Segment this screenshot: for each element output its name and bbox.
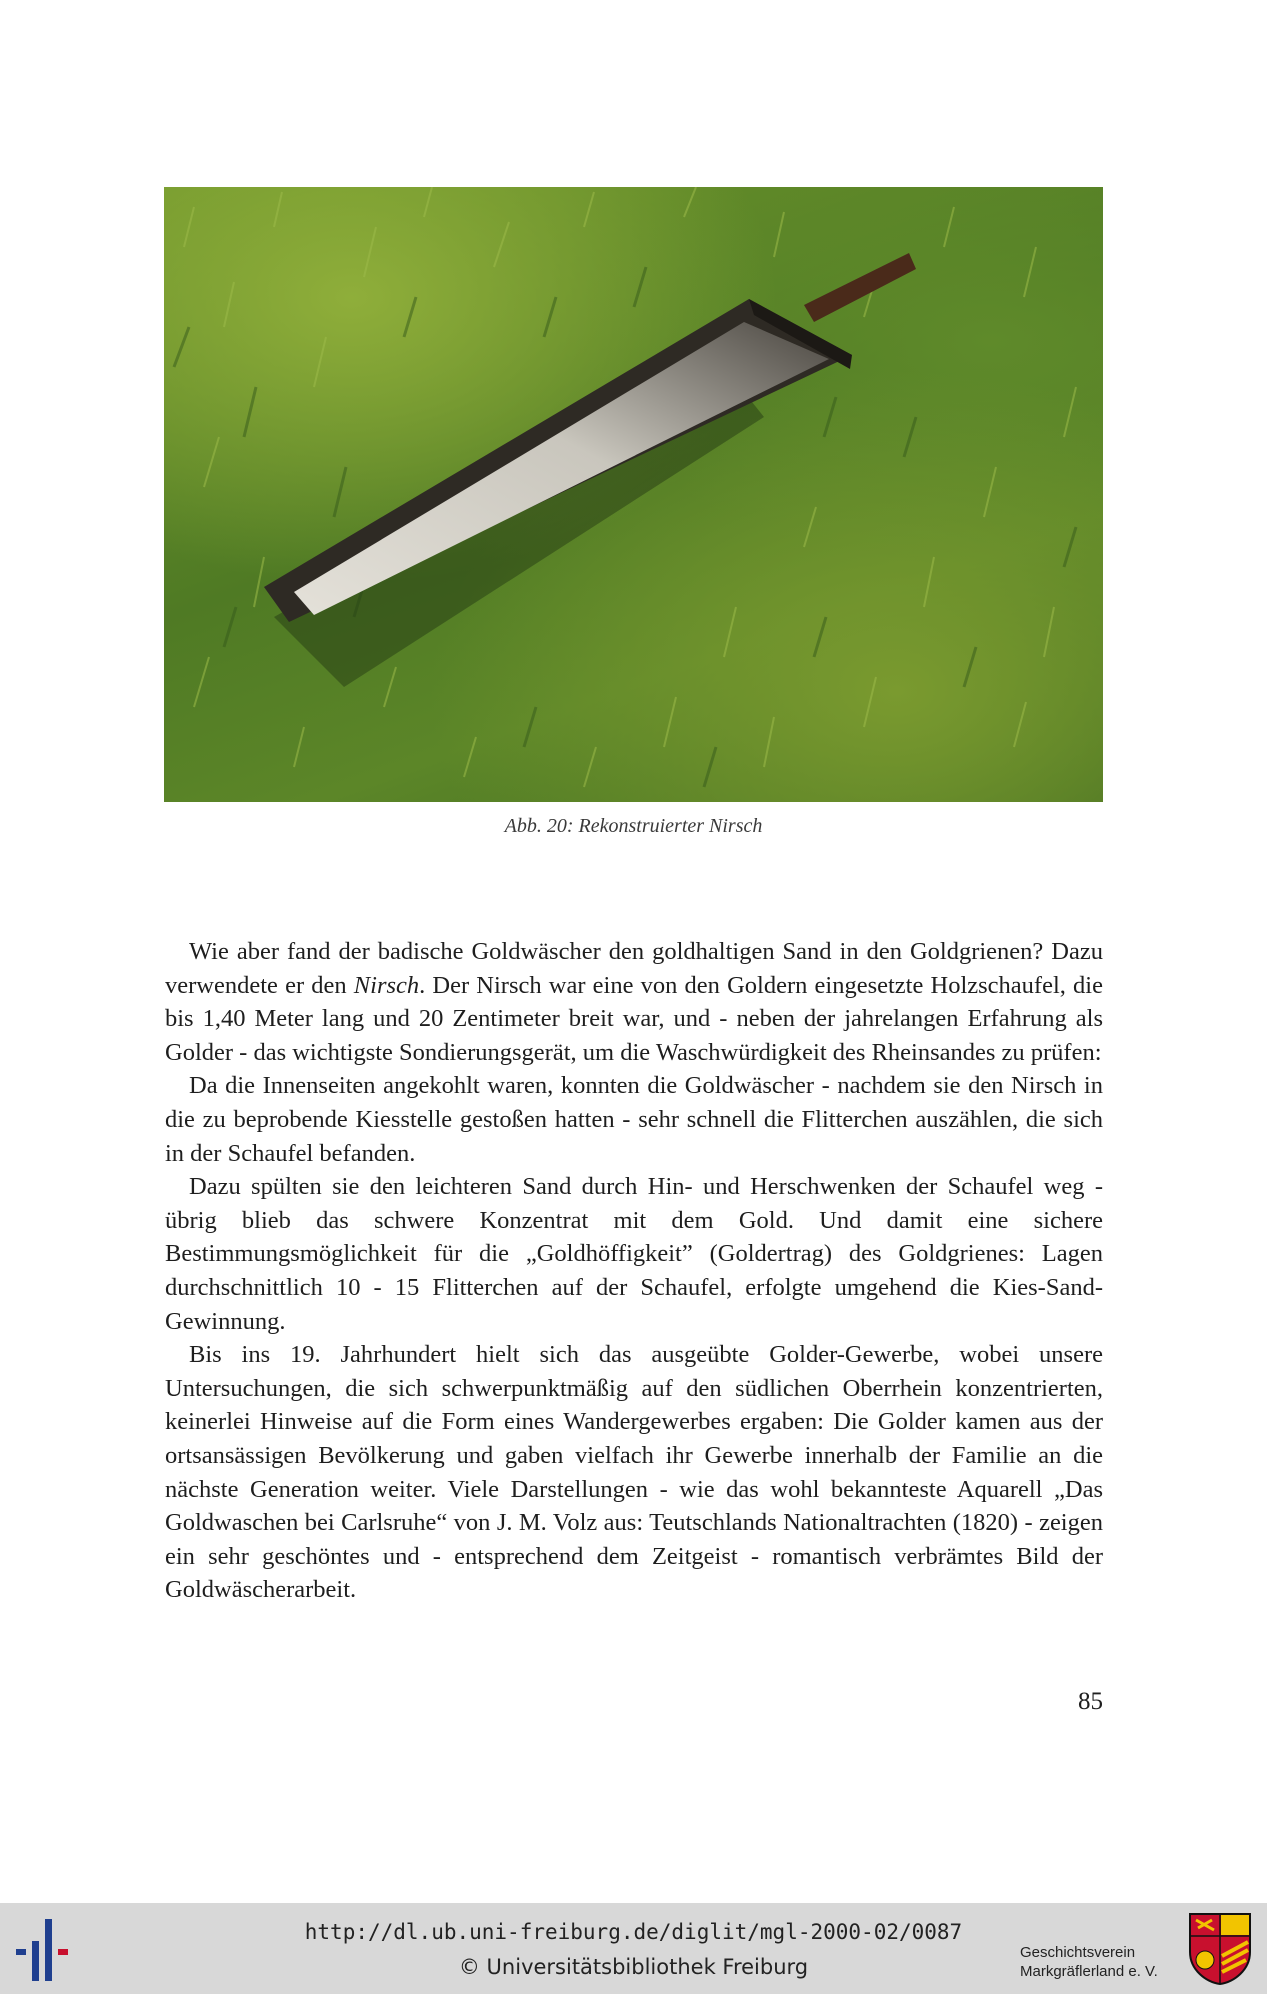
footer-bar — [0, 1903, 1267, 1994]
nirsch-sand — [294, 322, 829, 615]
coat-of-arms-icon — [1188, 1912, 1252, 1986]
paragraph: Wie aber fand der badische Goldwäscher den goldhaltigen Sand in den Goldgrienen? Dazu verwendete er den Nirsch. Der Nirsch war eine von den Goldern eingesetzte Holzschaufel, die bis 1,40 Meter lang und 20 Zentimeter breit war, und - neben der jahrelangen Erfahrung als Golder - das wichtigste Sondierungsgerät, um die Waschwürdigkeit des Rheinsandes zu prüfen: — [165, 938, 1103, 1066]
footer-url-link[interactable]: http://dl.ub.uni-freiburg.de/diglit/mgl-2000-02/0087 — [304, 1920, 963, 1944]
paragraph: Bis ins 19. Jahrhundert hielt sich das ausgeübte Golder-Gewerbe, wobei unsere Untersuchungen, die sich schwerpunktmäßig auf den südlichen Oberrhein konzentrierten, keinerlei Hinweise auf die Form eines Wandergewerbes ergaben: Die Golder kamen aus der ortsansässigen Bevölkerung und gaben vielfach ihr Gewerbe innerhalb der Familie an die nächste Generation weiter. Viele Darstellungen - wie das wohl bekannteste Aquarell „Das Goldwaschen bei Carlsruhe“ von J. M. Volz aus: Teutschlands Nationaltrachten (1820) - zeigen ein sehr geschöntes und - entsprechend dem Zeitgeist - romantisch verbrämtes Bild der Goldwäscherarbeit. — [165, 1341, 1103, 1604]
nirsch-shovel-illustration — [164, 187, 1103, 802]
footer-society-name: Geschichtsverein Markgräflerland e. V. — [1020, 1944, 1158, 1980]
emphasis-nirsch: Nirsch — [353, 971, 420, 999]
body-text — [165, 935, 1103, 1607]
footer-copyright: © Universitätsbibliothek Freiburg — [458, 1955, 809, 1979]
nirsch-handle — [804, 253, 916, 322]
paragraph: Da die Innenseiten angekohlt waren, konnten die Goldwäscher - nachdem sie den Nirsch in die zu beprobende Kiesstelle gestoßen hatten - sehr schnell die Flitterchen auszählen, die sich in der Schaufel befanden. — [165, 1072, 1103, 1167]
grass-shadow-texture — [174, 267, 1076, 787]
paragraph: Dazu spülten sie den leichteren Sand durch Hin- und Herschwenken der Schaufel weg - übrig blieb das schwere Konzentrat mit dem Gold. Und damit eine sichere Bestimmungsmöglichkeit für die „Goldhöffigkeit” (Goldertrag) des Goldgrienes: Lagen durchschnittlich 10 - 15 Flitterchen auf der Schaufel, erfolgte umgehend die Kies-Sand-Gewinnung. — [165, 1173, 1103, 1335]
page-number: 85 — [1078, 1688, 1103, 1715]
figure-photo-nirsch — [164, 187, 1103, 802]
figure-caption: Abb. 20: Rekonstruierter Nirsch — [504, 815, 763, 837]
